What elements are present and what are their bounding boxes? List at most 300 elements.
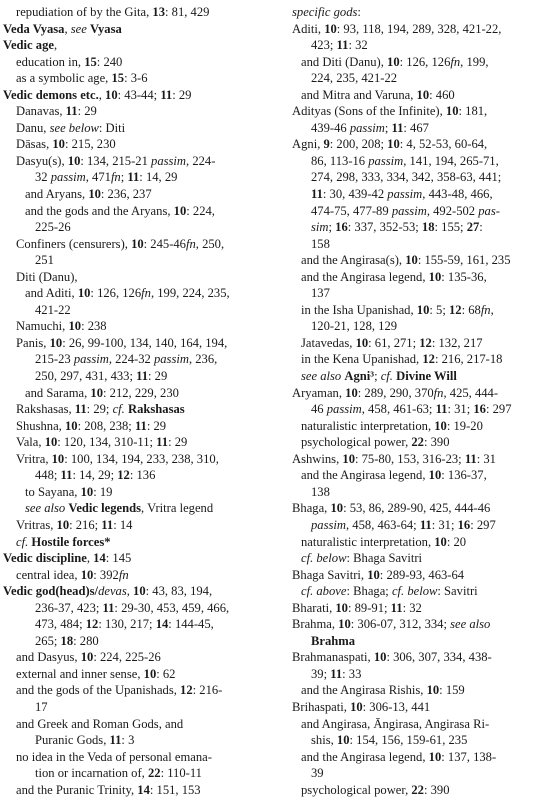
index-text: as a symbolic age, <box>16 71 112 86</box>
index-text: : 30, 439-42 <box>322 187 388 202</box>
italic-text: passim <box>153 352 189 367</box>
italic-text: cf. above <box>301 584 347 599</box>
index-text: : 132, 217 <box>431 335 483 350</box>
bold-text: 11 <box>109 733 122 748</box>
index-line <box>279 765 553 782</box>
index-text: and the gods and the Aryans, <box>25 203 174 218</box>
bold-text: 10 <box>143 666 157 681</box>
index-text: Bhaga, <box>292 501 331 516</box>
index-text: : 390 <box>423 435 450 450</box>
index-text: 236-37, 423; <box>35 600 103 615</box>
index-text: , 443-48, 466, <box>422 187 493 202</box>
index-text: 39 <box>311 766 324 781</box>
index-text: : 29 <box>146 418 167 433</box>
index-text: : 20 <box>446 534 467 549</box>
index-line <box>279 682 553 699</box>
index-text: : 240 <box>96 54 123 69</box>
index-text: : 216, 217-18 <box>434 352 503 367</box>
bold-text: 10 <box>426 683 440 698</box>
bold-text: 10 <box>434 534 447 549</box>
index-line <box>279 467 553 484</box>
italic-text: pas- <box>478 203 500 218</box>
index-line <box>279 335 553 352</box>
bold-text: 10 <box>52 137 65 152</box>
index-text: education in, <box>16 54 85 69</box>
index-text: Confiners (censurers), <box>16 236 132 251</box>
index-text: Dasyu(s), <box>16 153 68 168</box>
index-text: , 250, <box>195 236 225 251</box>
index-text: psychological power, <box>301 782 412 797</box>
index-text: : <box>357 5 361 19</box>
index-text: 474-75, 477-89 <box>311 203 392 218</box>
bold-text: 10 <box>345 385 358 400</box>
index-line <box>279 4 553 21</box>
index-text: : 137, 138- <box>441 749 497 764</box>
index-text: Shushna, <box>16 418 65 433</box>
index-text: : 31; <box>447 402 474 417</box>
index-text: 120-21, 128, 129 <box>311 319 398 334</box>
index-text: : 136-37, <box>441 468 487 483</box>
index-text: , 224- <box>186 153 216 168</box>
bold-text: 10 <box>330 501 344 516</box>
index-text: and the Angirasa legend, <box>301 269 429 284</box>
index-text: : 181, <box>458 104 488 119</box>
index-text: : 155; <box>434 220 467 235</box>
bold-text: 10 <box>80 484 94 499</box>
index-line <box>3 583 271 600</box>
index-line <box>279 186 553 203</box>
bold-text: 11 <box>60 468 73 483</box>
index-text: and Aditi, <box>25 286 78 301</box>
index-line <box>3 732 271 749</box>
bold-text: 12 <box>85 617 99 632</box>
bold-text: 15 <box>84 54 97 69</box>
bold-text: 11 <box>134 418 147 433</box>
index-text: : 215, 230 <box>64 137 116 152</box>
index-text: : 392 <box>93 567 119 582</box>
index-text: 39; <box>311 666 331 681</box>
bold-text: 12 <box>180 683 193 698</box>
index-line <box>279 351 553 368</box>
index-line <box>279 484 553 501</box>
bold-text: Divine Will <box>396 369 457 384</box>
italic-text: cf. <box>380 369 393 384</box>
bold-text: 10 <box>324 21 337 36</box>
index-text: and the Angirasa legend, <box>301 749 429 764</box>
index-text: 274, 298, 333, 334, 342, 358-63, 441; <box>311 170 502 185</box>
bold-text: 10 <box>387 137 400 152</box>
bold-text: 22 <box>411 435 424 450</box>
index-text: Aditi, <box>292 21 325 36</box>
index-text: : 29 <box>77 104 97 119</box>
index-text: : 216- <box>192 683 223 698</box>
index-line <box>3 765 271 782</box>
index-text: : 68 <box>461 302 481 317</box>
index-text: naturalistic interpretation, <box>301 418 435 433</box>
index-text: : 224, 225-26 <box>93 650 161 665</box>
bold-text: 10 <box>342 451 355 466</box>
index-text: : 126, 126 <box>399 54 451 69</box>
index-line <box>279 418 553 435</box>
index-text: : 93, 118, 194, 289, 328, 421-22, <box>336 21 502 36</box>
index-line <box>3 749 271 766</box>
bold-text: Rakshasas <box>127 402 185 417</box>
index-text: : 19-20 <box>446 418 483 433</box>
index-text: : 159 <box>439 683 465 698</box>
index-text: , 471 <box>85 170 111 185</box>
index-text: : 337, 352-53; <box>347 220 422 235</box>
index-line <box>3 252 271 269</box>
italic-text: specific gods <box>292 5 358 19</box>
index-text: : 467 <box>403 120 429 135</box>
index-line <box>3 633 271 650</box>
index-line <box>279 401 553 418</box>
index-text: : 14 <box>113 517 133 532</box>
italic-text: see below <box>49 120 99 135</box>
index-line <box>3 54 271 71</box>
index-text: , 492-502 <box>426 203 479 218</box>
index-text: : 31 <box>476 451 496 466</box>
index-text: 158 <box>311 236 330 251</box>
index-line <box>279 368 553 385</box>
index-text: : 29 <box>148 369 168 384</box>
bold-text: 9 <box>323 137 330 152</box>
index-text: : 236, 237 <box>100 187 152 202</box>
index-line <box>3 534 271 551</box>
index-line <box>3 368 271 385</box>
index-text: : 238 <box>81 319 107 334</box>
bold-text: 10 <box>105 87 118 102</box>
bold-text: 12 <box>419 335 432 350</box>
bold-text: 16 <box>473 402 486 417</box>
index-text: : 29 <box>168 435 188 450</box>
index-text: : Bhaga; <box>346 584 392 599</box>
index-text: : 100, 134, 194, 233, 238, 310, <box>64 451 219 466</box>
bold-text: 10 <box>405 253 418 268</box>
index-text: : 306-13, 441 <box>362 699 431 714</box>
index-line <box>279 269 553 286</box>
index-line <box>279 782 553 798</box>
index-text: 448; <box>35 468 61 483</box>
index-text: 17 <box>35 699 48 714</box>
italic-text: fn <box>110 170 121 185</box>
index-text: : 3-6 <box>124 71 148 86</box>
index-line <box>279 649 553 666</box>
bold-text: Vedic demons etc. <box>3 87 99 102</box>
index-text: and Aryans, <box>25 187 89 202</box>
italic-text: cf. <box>112 402 125 417</box>
index-text: Aryaman, <box>292 385 346 400</box>
index-line <box>279 451 553 468</box>
index-line <box>3 21 271 38</box>
index-line <box>3 236 271 253</box>
index-line <box>3 451 271 468</box>
index-text: : 297 <box>470 517 496 532</box>
index-line <box>3 616 271 633</box>
index-text: : 81, 429 <box>165 5 210 19</box>
index-text: , 236, <box>188 352 218 367</box>
index-text: : 61, 271; <box>368 335 420 350</box>
bold-text: 12 <box>422 352 435 367</box>
index-text: no idea in the Veda of personal emana- <box>16 749 212 764</box>
bold-text: 11 <box>390 600 403 615</box>
index-text: Vala, <box>16 435 45 450</box>
index-text: : 155-59, 161, 235 <box>417 253 511 268</box>
bold-text: 10 <box>416 87 430 102</box>
bold-text: 10 <box>88 187 101 202</box>
index-text: and Mitra and Varuna, <box>301 87 417 102</box>
bold-text: 10 <box>49 335 63 350</box>
index-text: 86, 113-16 <box>311 153 369 168</box>
index-text: : 19 <box>93 484 113 499</box>
index-line <box>3 169 271 186</box>
index-text: 421-22 <box>35 302 71 317</box>
index-text: : 200, 208; <box>329 137 388 152</box>
index-text: and the Angirasa(s), <box>301 253 406 268</box>
italic-text: fn <box>141 286 151 301</box>
bold-text: 10 <box>416 302 430 317</box>
index-column-right <box>279 4 553 798</box>
index-text: : 280 <box>73 633 99 648</box>
index-line <box>279 550 553 567</box>
italic-text: devas <box>98 584 127 599</box>
index-line <box>279 219 553 236</box>
index-text: : Savitri <box>437 584 478 599</box>
bold-text: 10 <box>373 650 387 665</box>
bold-text: 11 <box>136 369 149 384</box>
index-line <box>3 434 271 451</box>
index-text: : 4, 52-53, 60-64, <box>399 137 488 152</box>
index-text: : 33 <box>342 666 362 681</box>
bold-text: Brahma <box>311 633 356 648</box>
index-text: : 151, 153 <box>149 782 201 797</box>
index-line <box>3 302 271 319</box>
index-text: Ashwins, <box>292 451 343 466</box>
index-text: Diti (Danu), <box>16 269 78 284</box>
index-text: : 26, 99-100, 134, 140, 164, 194, <box>62 335 228 350</box>
index-text: , 458, 461-63; <box>361 402 436 417</box>
index-line <box>279 169 553 186</box>
index-line <box>3 517 271 534</box>
index-line <box>279 70 553 87</box>
index-text: , <box>98 87 106 102</box>
index-text: : 43-44; <box>117 87 161 102</box>
index-line <box>3 203 271 220</box>
italic-text: fn <box>480 302 491 317</box>
italic-text: fn <box>118 567 129 582</box>
index-text: Namuchi, <box>16 319 69 334</box>
bold-text: 11 <box>419 517 432 532</box>
index-line <box>3 401 271 418</box>
index-line <box>279 749 553 766</box>
index-line <box>279 37 553 54</box>
bold-text: 10 <box>336 733 350 748</box>
bold-text: 11 <box>101 517 114 532</box>
bold-text: Vedic age <box>3 38 54 53</box>
index-text: : 43, 83, 194, <box>145 584 213 599</box>
italic-text: fn <box>433 385 444 400</box>
index-text: and Greek and Roman Gods, and <box>16 716 184 731</box>
index-text: Dāsas, <box>16 137 53 152</box>
index-line <box>279 203 553 220</box>
index-text: , 199, <box>460 54 489 69</box>
index-line <box>279 385 553 402</box>
index-text: : 29 <box>172 87 192 102</box>
italic-text: passim <box>151 153 187 168</box>
index-text: : 306, 307, 334, 438- <box>386 650 492 665</box>
bold-text: 11 <box>156 435 169 450</box>
index-text: tion or incarnation of, <box>35 766 148 781</box>
index-text: , <box>490 302 494 317</box>
index-line <box>279 567 553 584</box>
index-line <box>279 716 553 733</box>
index-text: : 216; <box>69 517 102 532</box>
index-text: 32 <box>35 170 51 185</box>
italic-text: passim <box>50 170 86 185</box>
bold-text: Vedic discipline <box>3 551 87 566</box>
index-text: , <box>86 551 94 566</box>
italic-text: passim <box>387 187 423 202</box>
index-line <box>279 120 553 137</box>
index-text: Brihaspati, <box>292 699 351 714</box>
index-text: , Vritra legend <box>141 501 214 516</box>
bold-text: 10 <box>80 567 94 582</box>
index-text: : 62 <box>156 666 176 681</box>
bold-text: 18 <box>60 633 74 648</box>
index-line <box>3 484 271 501</box>
index-line <box>279 103 553 120</box>
index-text: naturalistic interpretation, <box>301 534 435 549</box>
index-text: Danavas, <box>16 104 66 119</box>
index-line <box>3 103 271 120</box>
index-text: : 208, 238; <box>77 418 135 433</box>
index-line <box>279 318 553 335</box>
index-text: 251 <box>35 253 54 268</box>
bold-text: 12 <box>448 302 462 317</box>
index-text: : 390 <box>423 782 450 797</box>
index-text: ; <box>120 170 128 185</box>
index-text: Adityas (Sons of the Infinite), <box>292 104 446 119</box>
index-line <box>279 87 553 104</box>
index-text: psychological power, <box>301 435 412 450</box>
index-text: 265; <box>35 633 61 648</box>
index-line <box>3 682 271 699</box>
index-line <box>279 252 553 269</box>
index-text: Vritra, <box>16 451 52 466</box>
index-text: : 14, 29 <box>139 170 178 185</box>
index-text: 46 <box>311 402 327 417</box>
index-text: : 89-91; <box>347 600 391 615</box>
bold-text: 11 <box>102 600 115 615</box>
index-text: : 212, 229, 230 <box>103 385 179 400</box>
italic-text: see also <box>25 501 66 516</box>
italic-text: passim <box>73 352 109 367</box>
bold-text: 10 <box>131 236 144 251</box>
bold-text: 10 <box>428 269 442 284</box>
index-text: : 134, 215-21 <box>80 153 152 168</box>
index-line <box>279 666 553 683</box>
bold-text: 10 <box>77 286 91 301</box>
index-line <box>3 550 271 567</box>
bold-text: Veda Vyasa <box>3 21 65 36</box>
italic-text: see <box>70 21 87 36</box>
index-text: : 130, 217; <box>98 617 156 632</box>
italic-text: see also <box>450 617 491 632</box>
index-line <box>3 136 271 153</box>
index-text: , 425, 444- <box>443 385 499 400</box>
index-line <box>3 351 271 368</box>
index-text: , 458, 463-64; <box>346 517 420 532</box>
index-text: , 199, 224, 235, <box>150 286 230 301</box>
index-text: Panis, <box>16 335 50 350</box>
index-line <box>279 633 553 650</box>
index-text: 225-26 <box>35 220 71 235</box>
bold-text: 11 <box>160 87 173 102</box>
italic-text: cf. below <box>301 551 347 566</box>
bold-text: 14 <box>137 782 150 797</box>
index-line <box>3 153 271 170</box>
index-text: , <box>64 21 71 36</box>
index-text: , 141, 194, 265-71, <box>403 153 499 168</box>
index-text: : 110-11 <box>160 766 202 781</box>
bold-text: 10 <box>428 468 442 483</box>
index-text: : <box>479 220 483 235</box>
index-text: : 14, 29; <box>72 468 118 483</box>
index-text: in the Kena Upanishad, <box>301 352 423 367</box>
index-text: Agni, <box>292 137 324 152</box>
bold-text: 15 <box>111 71 125 86</box>
index-text: : 297 <box>485 402 512 417</box>
index-line <box>3 716 271 733</box>
bold-text: 11 <box>127 170 140 185</box>
index-line <box>3 666 271 683</box>
index-text: , <box>53 38 58 53</box>
bold-text: 11 <box>65 104 78 119</box>
index-text: 473, 484; <box>35 617 86 632</box>
bold-text: 16 <box>335 220 348 235</box>
index-text: Danu, <box>16 120 50 135</box>
bold-text: 11 <box>74 402 87 417</box>
bold-text: 10 <box>67 153 81 168</box>
index-text: 138 <box>311 484 330 499</box>
index-text: : 120, 134, 310-11; <box>57 435 157 450</box>
index-text: : 29; <box>86 402 113 417</box>
italic-text: passim <box>326 402 362 417</box>
index-line <box>279 699 553 716</box>
index-text: and the Angirasa Rishis, <box>301 683 427 698</box>
index-line <box>3 335 271 352</box>
index-line <box>279 285 553 302</box>
bold-text: 11 <box>336 38 349 53</box>
index-text: and the Angirasa legend, <box>301 468 429 483</box>
index-line <box>279 517 553 534</box>
bold-text: 10 <box>338 617 351 632</box>
bold-text: 22 <box>147 766 161 781</box>
index-line <box>279 153 553 170</box>
index-text: ; <box>328 220 336 235</box>
bold-text: 14 <box>93 551 106 566</box>
bold-text: 22 <box>411 782 424 797</box>
index-text: : 3 <box>121 733 135 748</box>
index-text: : 135-36, <box>441 269 487 284</box>
bold-text: 10 <box>355 335 369 350</box>
bold-text: 10 <box>56 517 70 532</box>
italic-text: cf. below <box>391 584 438 599</box>
index-line <box>3 385 271 402</box>
bold-text: 14 <box>155 617 169 632</box>
index-text: : 5; <box>429 302 449 317</box>
index-text: : 53, 86, 289-90, 425, 444-46 <box>343 501 491 516</box>
